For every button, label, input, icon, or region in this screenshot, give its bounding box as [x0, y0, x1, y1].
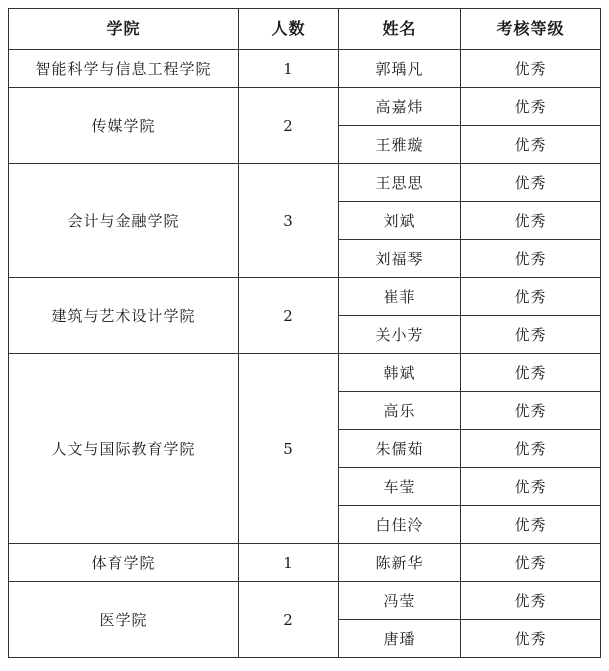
count-cell: 1	[239, 544, 339, 582]
grade-cell: 优秀	[461, 126, 601, 164]
grade-cell: 优秀	[461, 392, 601, 430]
name-cell: 韩斌	[339, 354, 461, 392]
grade-cell: 优秀	[461, 316, 601, 354]
grade-cell: 优秀	[461, 354, 601, 392]
count-cell: 2	[239, 582, 339, 658]
grade-cell: 优秀	[461, 430, 601, 468]
grade-cell: 优秀	[461, 468, 601, 506]
table-row	[9, 544, 601, 582]
grade-cell: 优秀	[461, 164, 601, 202]
header-count: 人数	[239, 9, 339, 50]
name-cell: 崔菲	[339, 278, 461, 316]
count-cell: 1	[239, 50, 339, 88]
name-cell: 高乐	[339, 392, 461, 430]
college-cell: 传媒学院	[9, 88, 239, 164]
grade-cell: 优秀	[461, 506, 601, 544]
table-row	[9, 582, 601, 620]
grade-cell: 优秀	[461, 202, 601, 240]
table-row	[9, 50, 601, 88]
header-college: 学院	[9, 9, 239, 50]
grade-cell: 优秀	[461, 278, 601, 316]
grade-cell: 优秀	[461, 582, 601, 620]
name-cell: 朱儒茹	[339, 430, 461, 468]
college-cell: 医学院	[9, 582, 239, 658]
college-cell: 建筑与艺术设计学院	[9, 278, 239, 354]
college-cell: 体育学院	[9, 544, 239, 582]
grade-cell: 优秀	[461, 88, 601, 126]
name-cell: 高嘉炜	[339, 88, 461, 126]
table-row	[9, 354, 601, 392]
header-grade: 考核等级	[461, 9, 601, 50]
header-name: 姓名	[339, 9, 461, 50]
evaluation-table	[8, 8, 601, 658]
grade-cell: 优秀	[461, 620, 601, 658]
count-cell: 2	[239, 88, 339, 164]
grade-cell: 优秀	[461, 50, 601, 88]
table-header	[9, 9, 601, 50]
name-cell: 王思思	[339, 164, 461, 202]
table-row	[9, 278, 601, 316]
name-cell: 冯莹	[339, 582, 461, 620]
grade-cell: 优秀	[461, 544, 601, 582]
header-row	[9, 9, 601, 50]
name-cell: 白佳泠	[339, 506, 461, 544]
table-body	[9, 50, 601, 658]
name-cell: 陈新华	[339, 544, 461, 582]
name-cell: 郭瑀凡	[339, 50, 461, 88]
name-cell: 关小芳	[339, 316, 461, 354]
count-cell: 3	[239, 164, 339, 278]
name-cell: 刘福琴	[339, 240, 461, 278]
college-cell: 智能科学与信息工程学院	[9, 50, 239, 88]
count-cell: 5	[239, 354, 339, 544]
college-cell: 会计与金融学院	[9, 164, 239, 278]
table-row	[9, 88, 601, 126]
college-cell: 人文与国际教育学院	[9, 354, 239, 544]
name-cell: 王雅璇	[339, 126, 461, 164]
table-row	[9, 164, 601, 202]
name-cell: 车莹	[339, 468, 461, 506]
grade-cell: 优秀	[461, 240, 601, 278]
count-cell: 2	[239, 278, 339, 354]
name-cell: 唐璠	[339, 620, 461, 658]
name-cell: 刘斌	[339, 202, 461, 240]
